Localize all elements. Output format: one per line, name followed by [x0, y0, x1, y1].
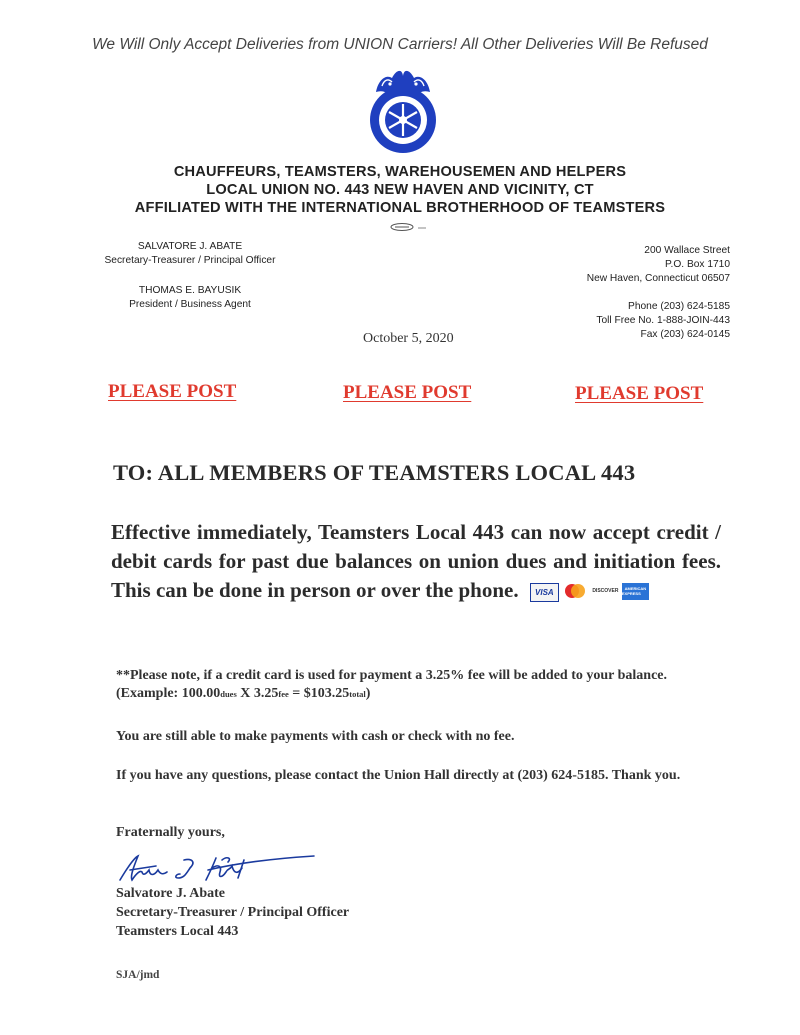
- card-logos: [530, 583, 649, 602]
- example-times: X: [236, 686, 254, 701]
- example-fee-label: fee: [278, 689, 289, 699]
- example-close: ): [365, 686, 371, 701]
- fee-note: [116, 667, 726, 703]
- officer-1-title: Secretary-Treasurer / Principal Officer: [104, 255, 276, 266]
- please-post-3: PLEASE POST: [575, 383, 704, 404]
- mastercard-icon: [562, 583, 589, 600]
- please-post-2: PLEASE POST: [343, 382, 472, 403]
- teamsters-logo-icon: [368, 62, 438, 158]
- contact-phone: Phone (203) 624-5185: [628, 301, 730, 312]
- signer-organization: Teamsters Local 443: [116, 924, 239, 939]
- address-block: [490, 244, 730, 286]
- cash-check-note: You are still able to make payments with cash or check with no fee.: [116, 729, 515, 744]
- example-dues-amount: 100.00: [181, 686, 221, 701]
- closing-salutation: Fraternally yours,: [116, 825, 225, 840]
- union-bug-icon: [388, 222, 430, 232]
- letterhead-line-3: AFFILIATED WITH THE INTERNATIONAL BROTHERHOOD OF TEAMSTERS: [134, 200, 666, 216]
- visa-icon: VISA: [530, 583, 559, 602]
- officer-2-title: President / Business Agent: [129, 299, 251, 310]
- fee-note-text: **Please note, if a credit card is used for payment a 3.25% fee will be added to your balance. (Example:: [116, 668, 668, 701]
- address-street: 200 Wallace Street: [644, 245, 730, 256]
- signer-block: [116, 884, 349, 941]
- letter-date: October 5, 2020: [363, 331, 454, 346]
- example-total-label: total: [349, 689, 366, 699]
- reference-initials: SJA/jmd: [116, 969, 160, 981]
- please-post-1: PLEASE POST: [108, 381, 237, 402]
- discover-icon: DISCOVER: [592, 583, 619, 600]
- officer-1-name: SALVATORE J. ABATE: [137, 241, 243, 252]
- letterhead-line-2: LOCAL UNION NO. 443 NEW HAVEN AND VICINITY, CT: [206, 182, 594, 198]
- officer-2-name: THOMAS E. BAYUSIK: [138, 285, 242, 296]
- example-fee-amount: 3.25: [253, 686, 279, 701]
- delivery-notice: We Will Only Accept Deliveries from UNION Carriers! All Other Deliveries Will Be Refused: [92, 36, 708, 53]
- announcement-paragraph: [111, 518, 721, 605]
- announcement-text: Effective immediately, Teamsters Local 443 can now accept credit / debit cards for past due balances on union dues and initiation fees. This can be done in person or over the phone.: [111, 520, 721, 602]
- questions-note: If you have any questions, please contact the Union Hall directly at (203) 624-5185. Thank you.: [116, 768, 681, 783]
- contact-fax: Fax (203) 624-0145: [640, 329, 730, 340]
- contact-block: [490, 300, 730, 342]
- example-dues-label: dues: [220, 689, 237, 699]
- recipient-heading: TO: ALL MEMBERS OF TEAMSTERS LOCAL 443: [113, 460, 636, 485]
- signer-title: Secretary-Treasurer / Principal Officer: [116, 905, 350, 920]
- example-equals: =: [288, 686, 304, 701]
- address-po-box: P.O. Box 1710: [665, 259, 730, 270]
- amex-icon: AMERICAN EXPRESS: [622, 583, 649, 600]
- example-total-amount: $103.25: [303, 686, 350, 701]
- letterhead-line-1: CHAUFFEURS, TEAMSTERS, WAREHOUSEMEN AND HELPERS: [173, 164, 627, 180]
- contact-toll-free: Toll Free No. 1-888-JOIN-443: [596, 315, 730, 326]
- address-city: New Haven, Connecticut 06507: [586, 273, 730, 284]
- officer-2: [60, 284, 320, 312]
- officer-1: [60, 240, 320, 268]
- signer-name: Salvatore J. Abate: [116, 886, 226, 901]
